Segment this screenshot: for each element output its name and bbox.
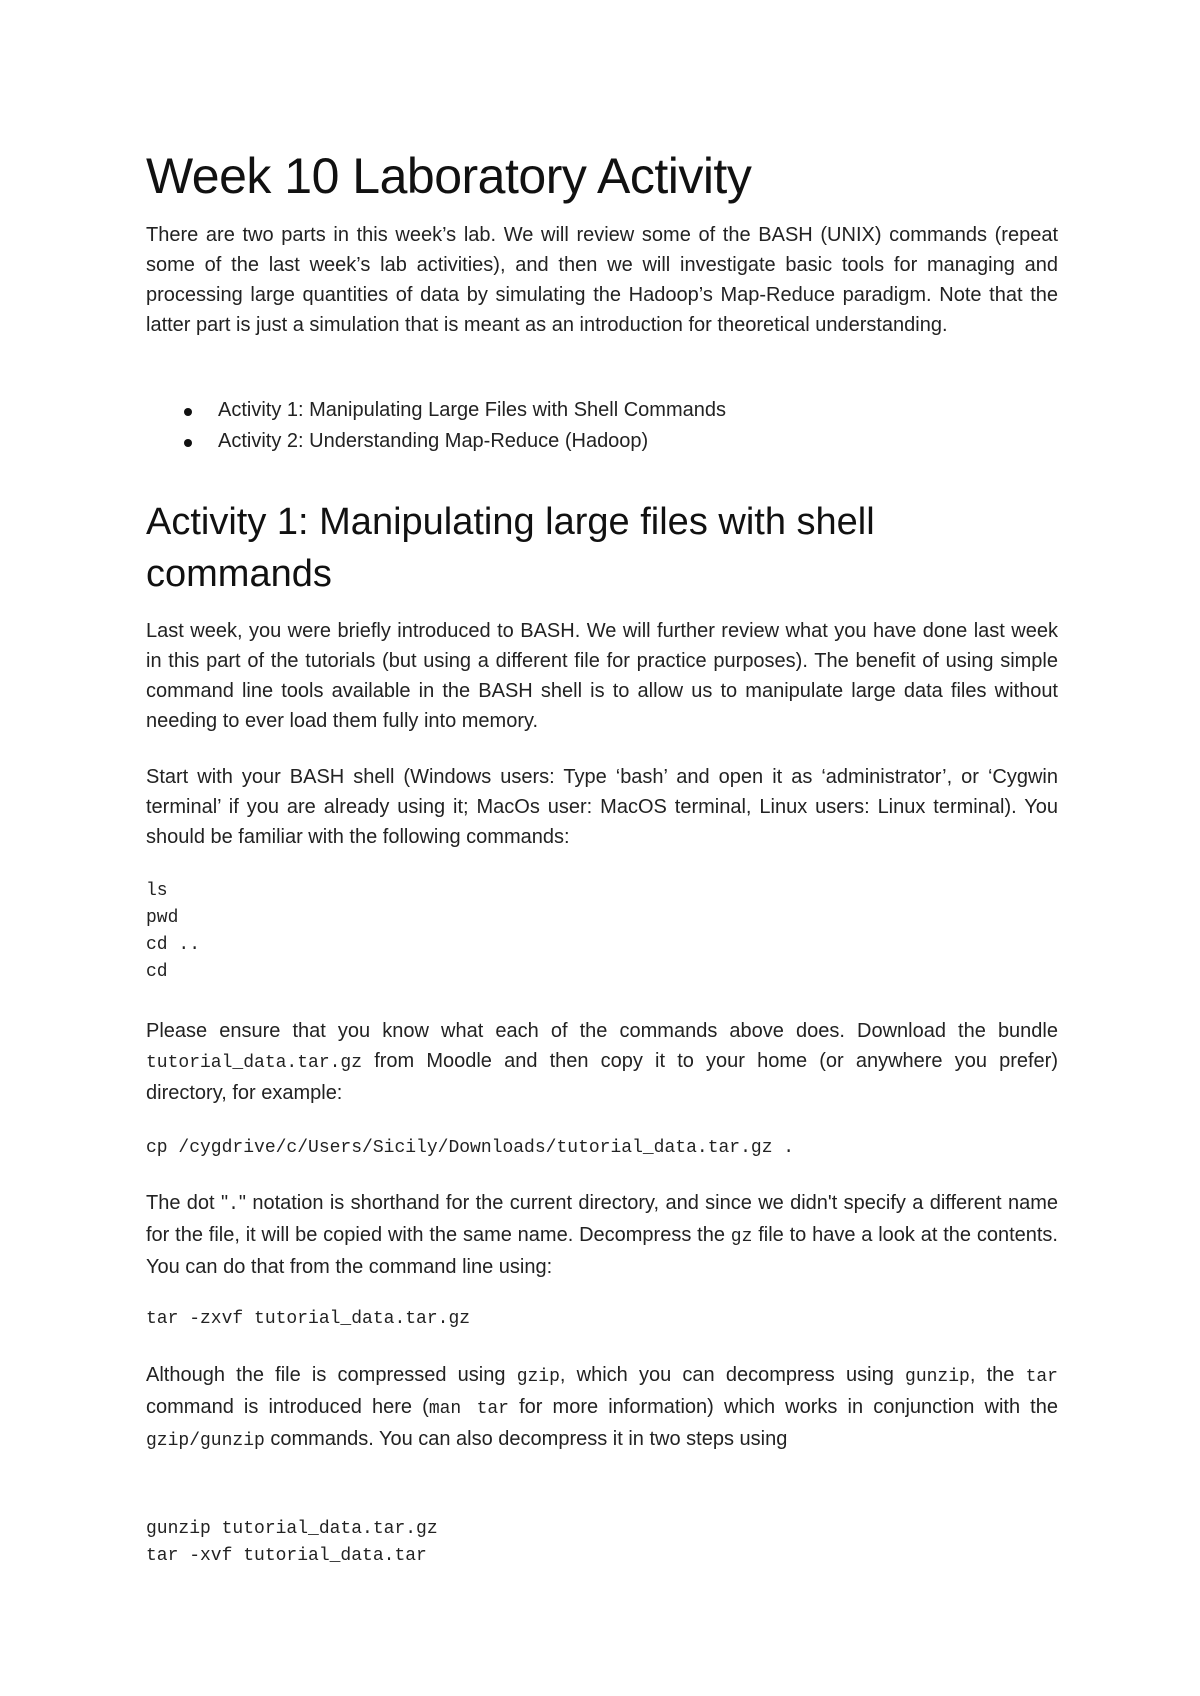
inline-code: tutorial_data.tar.gz — [146, 1053, 363, 1073]
command-block — [146, 878, 200, 986]
text-run: file to have a look at the contents. You can do that from the command line using: — [146, 1224, 1058, 1278]
text-run: from Moodle and then copy it to your home (or anywhere you prefer) directory, for example: — [146, 1050, 1058, 1104]
section-paragraph: Start with your BASH shell (Windows users: Type ‘bash’ and open it as ‘administrator’, or ‘Cygwin terminal’ if you are already using it; MacOs user: MacOS terminal, Linux users: Linux terminal). You should be familiar with the following commands: — [146, 766, 1058, 848]
intro-paragraph: There are two parts in this week’s lab. We will review some of the BASH (UNIX) commands (repeat some of the last week’s lab activities), and then we will investigate basic tools for managing and processing large quantities of data by simulating the Hadoop’s Map-Reduce paradigm. Note that the latter part is just a simulation that is meant as an introduction for theoretical understanding. — [146, 224, 1058, 336]
inline-code: gzip/gunzip — [146, 1431, 265, 1451]
text-run: , the — [969, 1364, 1026, 1386]
inline-code: gz — [730, 1227, 753, 1247]
text-run: , which you can decompress using — [559, 1364, 906, 1386]
section-paragraph — [146, 1188, 1058, 1282]
text-run: " notation is shorthand for the current directory, and since we didn't specify a different name for the file, it will be copied with the same name. Decompress the — [146, 1192, 1058, 1246]
code-line: ls — [146, 881, 168, 901]
code-line: cd .. — [146, 935, 201, 955]
inline-code: man tar — [428, 1399, 509, 1419]
command-block — [146, 1516, 438, 1570]
section-paragraph — [146, 1016, 1058, 1108]
text-run: The dot " — [146, 1192, 229, 1214]
inline-code: . — [228, 1195, 239, 1215]
bullet-icon — [184, 439, 192, 447]
section-paragraph: Last week, you were briefly introduced to BASH. We will further review what you have done last week in this part of the tutorials (but using a different file for practice purposes). The benefit of using simple command line tools available in the BASH shell is to allow us to manipulate large data files without needing to ever load them fully into memory. — [146, 620, 1058, 732]
code-line: gunzip tutorial_data.tar.gz — [146, 1519, 438, 1539]
activity-label: Activity 1: Manipulating Large Files with Shell Commands — [218, 399, 726, 421]
code-line: tar -zxvf tutorial_data.tar.gz — [146, 1309, 471, 1329]
text-run: command is introduced here ( — [146, 1396, 429, 1418]
inline-code: gunzip — [905, 1367, 970, 1387]
activity-list — [146, 395, 726, 457]
inline-code: tar — [1025, 1367, 1058, 1387]
inline-code: gzip — [516, 1367, 560, 1387]
activity-label: Activity 2: Understanding Map-Reduce (Hadoop) — [218, 430, 649, 452]
section-heading: Activity 1: Manipulating large files with shell commands — [146, 501, 875, 595]
text-run: Although the file is compressed using — [146, 1364, 517, 1386]
text-run: for more information) which works in conjunction with the — [508, 1396, 1058, 1418]
section-paragraph — [146, 1360, 1058, 1456]
code-line: cd — [146, 962, 168, 982]
text-run: Please ensure that you know what each of the commands above does. Download the bundle — [146, 1020, 1058, 1042]
code-line: tar -xvf tutorial_data.tar — [146, 1546, 427, 1566]
code-line: pwd — [146, 908, 179, 928]
bullet-icon — [184, 408, 192, 416]
list-item — [146, 395, 726, 426]
page-title: Week 10 Laboratory Activity — [146, 148, 752, 204]
text-run: commands. You can also decompress it in two steps using — [264, 1428, 788, 1450]
code-line: cp /cygdrive/c/Users/Sicily/Downloads/tutorial_data.tar.gz . — [146, 1138, 795, 1158]
list-item — [146, 426, 726, 457]
